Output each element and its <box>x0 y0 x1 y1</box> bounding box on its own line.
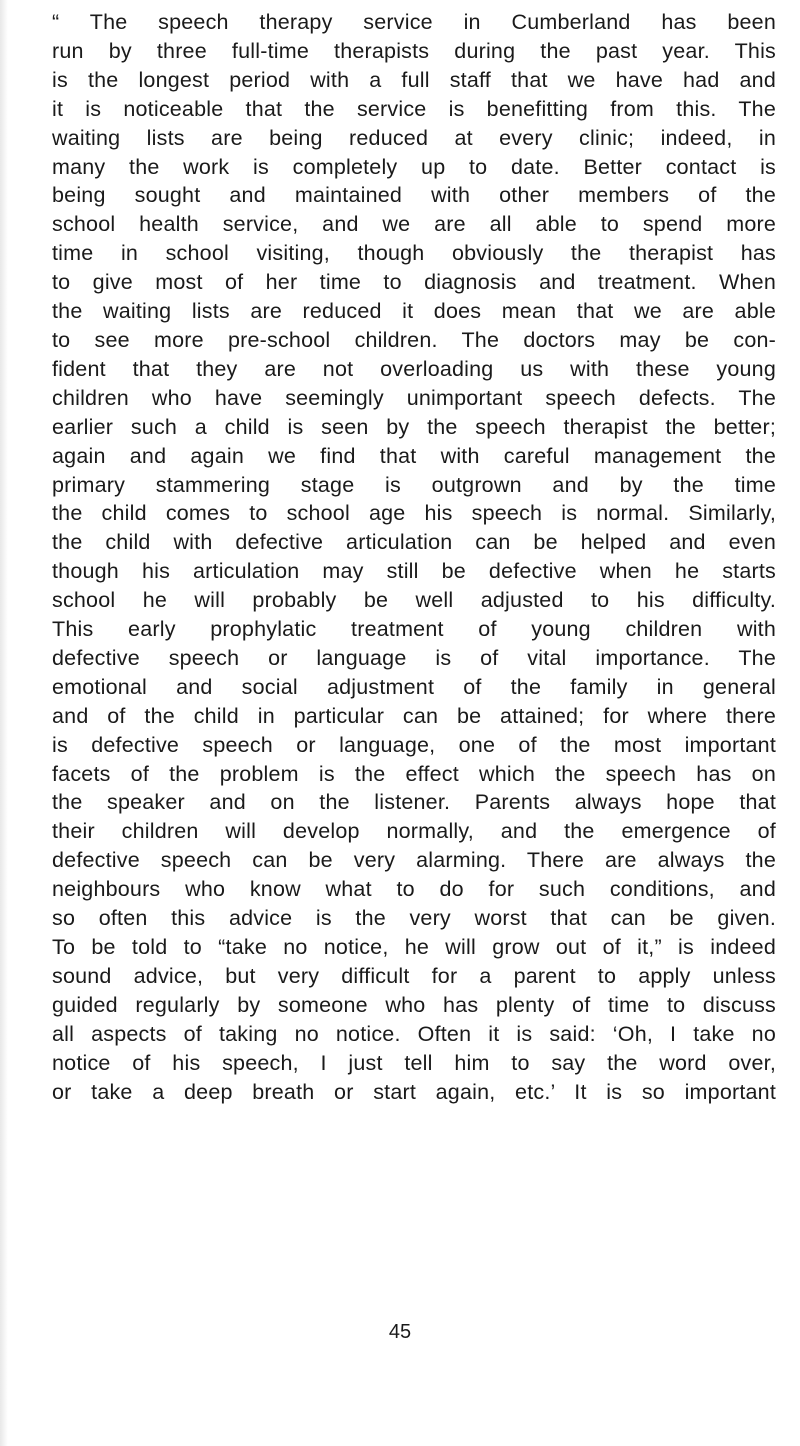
text-line: This early prophylatic treatment of young children with <box>52 617 776 642</box>
text-line: school he will probably be well adjusted to his difficulty. <box>52 588 776 613</box>
text-line: guided regularly by someone who has plenty of time to discuss <box>52 992 776 1017</box>
text-line: to give most of her time to diagnosis and treatment. When <box>52 270 776 295</box>
text-line: sound advice, but very difficult for a parent to apply unless <box>52 963 776 988</box>
text-line: though his articulation may still be defective when he starts <box>52 559 776 584</box>
text-line: the child comes to school age his speech is normal. Similarly, <box>52 501 776 526</box>
text-line: defective speech or language is of vital importance. The <box>52 645 776 670</box>
text-line: is defective speech or language, one of the most important <box>52 732 776 757</box>
text-line: earlier such a child is seen by the speech therapist the better; <box>52 414 776 439</box>
text-line: the child with defective articulation can be helped and even <box>52 530 776 555</box>
text-line: or take a deep breath or start again, etc.’ It is so important <box>52 1079 776 1104</box>
page-number: 45 <box>388 1321 412 1343</box>
text-line: “ The speech therapy service in Cumberland has been <box>52 10 776 34</box>
text-line: primary stammering stage is outgrown and by the time <box>52 472 776 497</box>
text-line: facets of the problem is the effect which the speech has on <box>52 761 776 786</box>
text-line: all aspects of taking no notice. Often it is said: ‘Oh, I take no <box>52 1021 776 1046</box>
text-line: waiting lists are being reduced at every clinic; indeed, in <box>52 125 776 150</box>
text-line: fident that they are not overloading us with these young <box>52 356 776 381</box>
text-line: so often this advice is the very worst that can be given. <box>52 906 776 931</box>
text-line: to see more pre-school children. The doctors may be con- <box>52 327 776 352</box>
text-line: it is noticeable that the service is benefitting from this. The <box>52 96 776 121</box>
text-line: defective speech can be very alarming. There are always the <box>52 848 776 873</box>
text-line: neighbours who know what to do for such conditions, and <box>52 877 776 902</box>
text-line: To be told to “take no notice, he will grow out of it,” is indeed <box>52 935 776 959</box>
text-line: their children will develop normally, and the emergence of <box>52 819 776 844</box>
text-line: and of the child in particular can be attained; for where there <box>52 703 776 728</box>
text-line: again and again we find that with careful management the <box>52 443 776 468</box>
text-line: the speaker and on the listener. Parents always hope that <box>52 790 776 815</box>
text-line: time in school visiting, though obviously the therapist has <box>52 241 776 266</box>
text-line: emotional and social adjustment of the family in general <box>52 674 776 699</box>
text-line: school health service, and we are all able to spend more <box>52 212 776 237</box>
page-gutter-shadow <box>0 0 8 1446</box>
text-line: children who have seemingly unimportant speech defects. The <box>52 385 776 410</box>
body-text <box>52 8 776 1106</box>
text-line: run by three full-time therapists during the past year. This <box>52 38 776 63</box>
text-line: the waiting lists are reduced it does mean that we are able <box>52 299 776 324</box>
text-line: is the longest period with a full staff that we have had and <box>52 67 776 92</box>
text-line: many the work is completely up to date. Better contact is <box>52 154 776 179</box>
text-line: being sought and maintained with other members of the <box>52 183 776 208</box>
text-line: notice of his speech, I just tell him to say the word over, <box>52 1050 776 1075</box>
